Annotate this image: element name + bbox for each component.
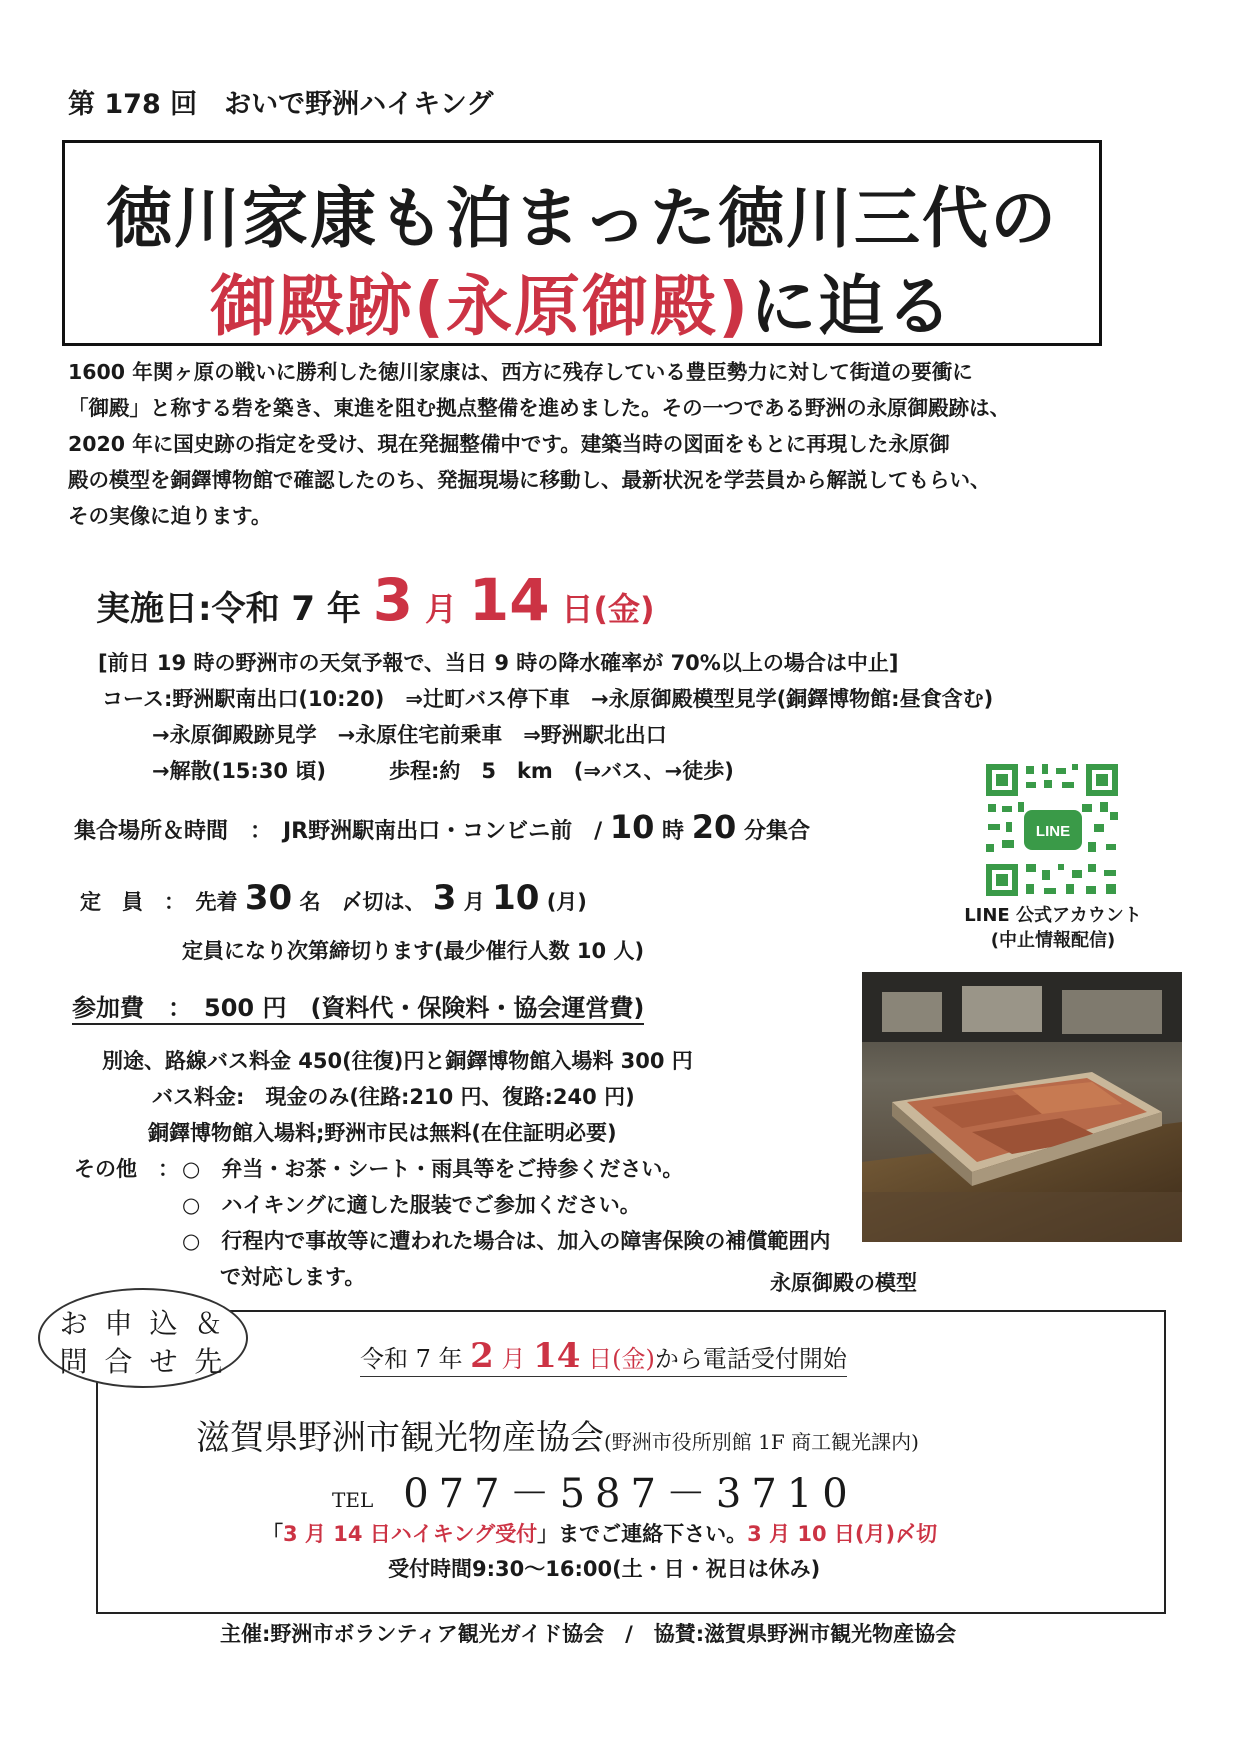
date-label: 実施日:令和 7 年	[96, 589, 361, 629]
deadline-month: 3	[432, 878, 457, 918]
reception-prefix: 令和 7 年	[360, 1345, 463, 1373]
intro-paragraph	[68, 354, 1138, 534]
date-day: 14	[468, 566, 550, 634]
application-tag-line: 問 合 せ 先	[59, 1345, 227, 1378]
note-deadline: 3 月 10 日(月)〆切	[747, 1522, 938, 1546]
meeting-hour: 10	[609, 808, 655, 846]
meeting-minute: 20	[691, 808, 737, 846]
fee-label: 参加費 ： 500 円 (資料代・保険料・協会運営費)	[72, 988, 644, 1025]
fee-line: 別途、路線バス料金 450(往復)円と銅鐸博物館入場料 300 円	[102, 1049, 693, 1073]
meeting-hour-unit: 時	[662, 819, 685, 844]
reception-day: 14	[533, 1336, 581, 1376]
reception-start	[360, 1336, 847, 1377]
footer-sponsors: 主催:野洲市ボランティア観光ガイド協会 / 協賛:滋賀県野洲市観光物産協会	[220, 1622, 957, 1646]
line-logo-text: LINE	[1035, 823, 1071, 840]
reception-suffix: から電話受付開始	[654, 1345, 847, 1373]
course-line: →永原御殿跡見学 →永原住宅前乗車 ⇒野洲駅北出口	[152, 723, 667, 747]
meeting-label: 集合場所＆時間 ： JR野洲駅南出口・コンビニ前 /	[74, 819, 603, 844]
application-tag	[38, 1288, 248, 1388]
deadline-day: 10	[492, 878, 540, 918]
weather-note: [前日 19 時の野洲市の天気予報で、当日 9 時の降水確率が 70%以上の場合は中止]	[98, 651, 899, 675]
capacity-count-unit: 名 〆切は、	[299, 890, 426, 914]
qr-caption-sub: (中止情報配信)	[990, 930, 1116, 951]
org-location: (野洲市役所別館 1F 商工観光課内)	[604, 1430, 919, 1454]
qr-caption: LINE 公式アカウント	[964, 905, 1142, 926]
reception-day-unit: 日(金)	[588, 1345, 655, 1373]
series-heading: 第 178 回 おいで野洲ハイキング	[68, 89, 494, 120]
line-qr-code[interactable]	[982, 760, 1122, 900]
meeting-info	[74, 808, 810, 846]
other-label: その他 ：	[74, 1157, 179, 1181]
tel-number[interactable]: 077－587－3710	[403, 1471, 858, 1517]
title-tail: に迫る	[750, 268, 955, 345]
palace-model-photo	[862, 972, 1182, 1242]
meeting-minute-unit: 分集合	[743, 819, 810, 844]
date-day-unit: 日(金)	[561, 590, 655, 628]
intro-line: 1600 年関ヶ原の戦いに勝利した徳川家康は、西方に残存している豊臣勢力に対して街道の要衝に	[68, 360, 973, 384]
application-note	[262, 1518, 937, 1548]
title-line-2	[65, 253, 1099, 348]
note-bracket: 「	[262, 1522, 283, 1546]
date-month-unit: 月	[424, 590, 457, 628]
other-item: ○ ハイキングに適した服装でご参加ください。	[182, 1193, 641, 1217]
fee-line: 銅鐸博物館入場料;野洲市民は無料(在住証明必要)	[148, 1121, 617, 1145]
capacity-note: 定員になり次第締切ります(最少催行人数 10 人)	[182, 939, 645, 963]
intro-line: 2020 年に国史跡の指定を受け、現在発掘整備中です。建築当時の図面をもとに再現した永原御	[68, 432, 950, 456]
course-line: コース:野洲駅南出口(10:20) ⇒辻町バス停下車 →永原御殿模型見学(銅鐸博物館:昼食含む)	[102, 687, 994, 711]
reception-hours: 受付時間9:30～16:00(土・日・祝日は休み)	[388, 1557, 821, 1581]
intro-line: その実像に迫ります。	[68, 504, 272, 528]
capacity-count: 30	[244, 878, 293, 918]
reception-month-unit: 月	[501, 1345, 526, 1373]
event-date	[96, 566, 655, 634]
title-highlight: 御殿跡(永原御殿)	[209, 268, 751, 345]
title-box	[62, 140, 1102, 346]
capacity-info	[80, 878, 587, 918]
course-line: →解散(15:30 頃) 歩程:約 5 km (⇒バス、→徒歩)	[152, 759, 734, 783]
note-text: 」までご連絡下さい。	[537, 1522, 748, 1546]
org-name: 滋賀県野洲市観光物産協会	[196, 1418, 604, 1458]
organizer-name	[196, 1410, 919, 1459]
other-continuation: で対応します。	[220, 1265, 366, 1289]
intro-line: 殿の模型を銅鐸博物館で確認したのち、発掘現場に移動し、最新状況を学芸員から解説してもらい、	[68, 468, 991, 492]
other-item: ○ 行程内で事故等に遭われた場合は、加入の障害保険の補償範囲内	[182, 1229, 831, 1253]
reception-month: 2	[470, 1336, 494, 1376]
deadline-month-unit: 月	[463, 890, 485, 914]
application-tag-line: お 申 込 ＆	[59, 1307, 227, 1340]
intro-line: 「御殿」と称する砦を築き、東進を阻む拠点整備を進めました。その一つである野洲の永原御殿跡は、	[68, 396, 1011, 420]
title-line-1: 徳川家康も泊まった徳川三代の	[106, 180, 1058, 257]
note-event-ref: 3 月 14 日ハイキング受付	[283, 1522, 538, 1546]
photo-caption: 永原御殿の模型	[770, 1271, 917, 1295]
fee-line: バス料金: 現金のみ(往路:210 円、復路:240 円)	[152, 1085, 635, 1109]
date-month: 3	[372, 566, 414, 634]
telephone	[332, 1462, 858, 1519]
tel-label: TEL	[332, 1488, 374, 1512]
other-item: ○ 弁当・お茶・シート・雨具等をご持参ください。	[182, 1157, 684, 1181]
capacity-label: 定 員 ： 先着	[80, 890, 238, 914]
deadline-day-unit: (月)	[546, 890, 587, 914]
